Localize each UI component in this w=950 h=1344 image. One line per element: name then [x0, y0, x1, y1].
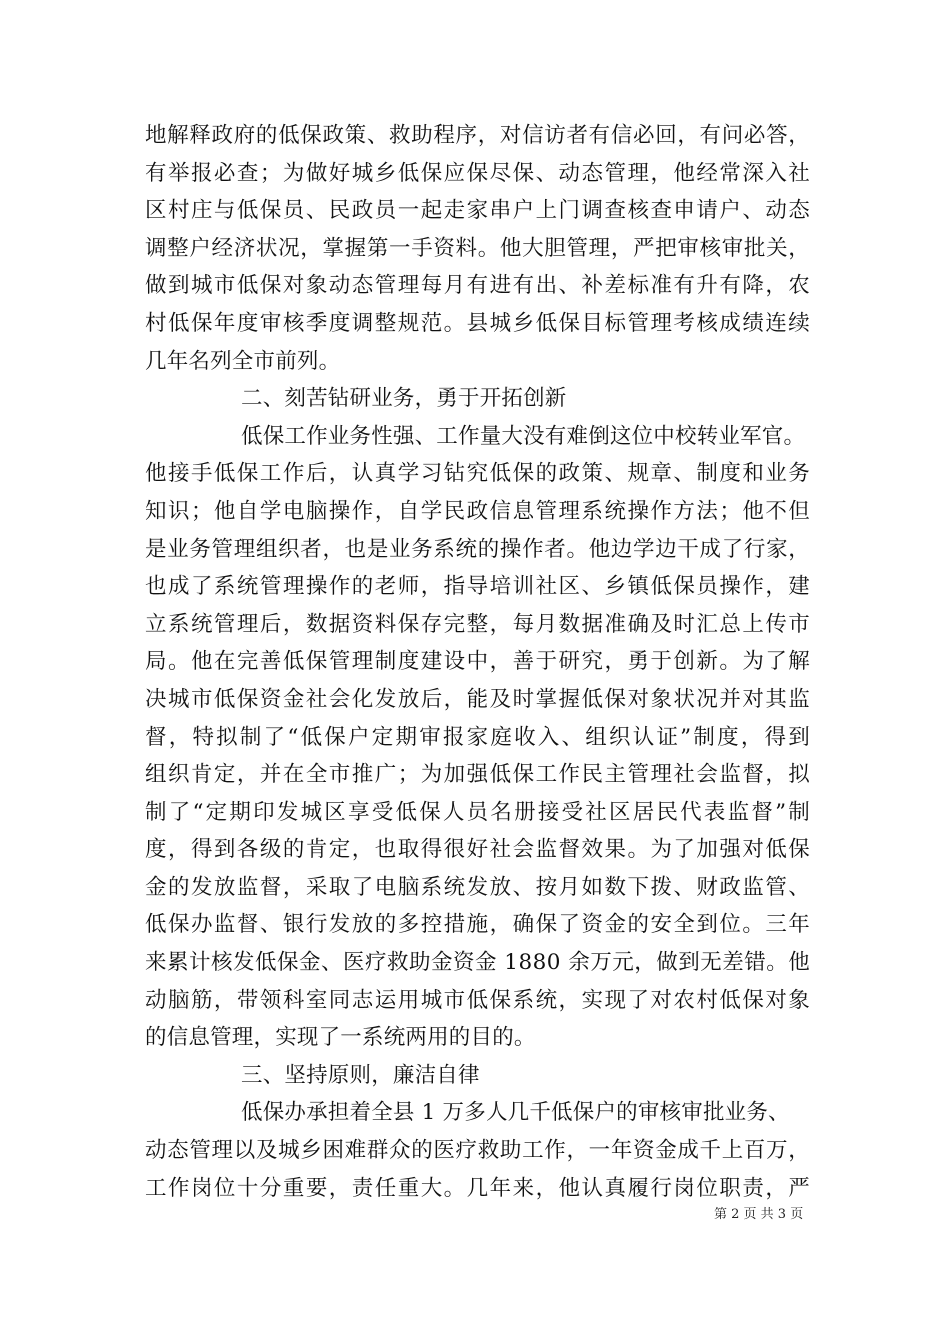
text-line: 局。他在完善低保管理制度建设中，善于研究，勇于创新。为了解	[145, 649, 812, 675]
text-line: 也成了系统管理操作的老师，指导培训社区、乡镇低保员操作，建	[145, 574, 812, 600]
text-line: 二、刻苦钻研业务，勇于开拓创新	[241, 386, 567, 412]
text-line: 来累计核发低保金、医疗救助金资金 1880 余万元，做到无差错。他	[145, 950, 811, 976]
text-line: 三、坚持原则，廉洁自律	[241, 1062, 480, 1088]
text-line: 几年名列全市前列。	[145, 348, 341, 374]
text-line: 动态管理以及城乡困难群众的医疗救助工作，一年资金成千上百万，	[145, 1138, 811, 1164]
page-number-footer: 第 2 页 共 3 页	[714, 1207, 804, 1222]
body-text	[145, 117, 813, 1207]
text-line: 督，特拟制了“低保户定期审报家庭收入、组织认证”制度，得到	[145, 724, 813, 750]
text-line: 动脑筋，带领科室同志运用城市低保系统，实现了对农村低保对象	[145, 987, 812, 1013]
text-line: 立系统管理后，数据资料保存完整，每月数据准确及时汇总上传市	[145, 611, 812, 637]
text-line: 有举报必查；为做好城乡低保应保尽保、动态管理，他经常深入社	[145, 160, 812, 186]
text-line: 他接手低保工作后，认真学习钻究低保的政策、规章、制度和业务	[145, 461, 812, 487]
text-line: 是业务管理组织者，也是业务系统的操作者。他边学边干成了行家，	[145, 536, 811, 562]
text-line: 地解释政府的低保政策、救助程序，对信访者有信必回，有问必答，	[145, 123, 811, 148]
text-line: 的信息管理，实现了一系统两用的目的。	[145, 1025, 536, 1051]
text-line: 度，得到各级的肯定，也取得很好社会监督效果。为了加强对低保	[145, 837, 812, 863]
text-line: 组织肯定，并在全市推广；为加强低保工作民主管理社会监督，拟	[145, 762, 812, 788]
text-line: 区村庄与低保员、民政员一起走家串户上门调查核查申请户、动态	[145, 198, 812, 224]
text-line: 做到城市低保对象动态管理每月有进有出、补差标准有升有降，农	[145, 273, 812, 299]
text-line: 金的发放监督，采取了电脑系统发放、按月如数下拨、财政监管、	[145, 874, 812, 900]
text-line: 制了“定期印发城区享受低保人员名册接受社区居民代表监督”制	[145, 799, 813, 825]
text-line: 工作岗位十分重要，责任重大。几年来，他认真履行岗位职责，严	[145, 1175, 812, 1201]
text-line: 低保工作业务性强、工作量大没有难倒这位中校转业军官。	[241, 423, 806, 449]
text-line: 低保办监督、银行发放的多控措施，确保了资金的安全到位。三年	[145, 912, 812, 938]
text-line: 低保办承担着全县 1 万多人几千低保户的审核审批业务、	[241, 1100, 790, 1126]
text-line: 调整户经济状况，掌握第一手资料。他大胆管理，严把审核审批关，	[145, 235, 811, 261]
text-line: 决城市低保资金社会化发放后，能及时掌握低保对象状况并对其监	[145, 686, 812, 712]
text-line: 知识；他自学电脑操作，自学民政信息管理系统操作方法；他不但	[145, 498, 812, 524]
text-line: 村低保年度审核季度调整规范。县城乡低保目标管理考核成绩连续	[145, 310, 812, 336]
